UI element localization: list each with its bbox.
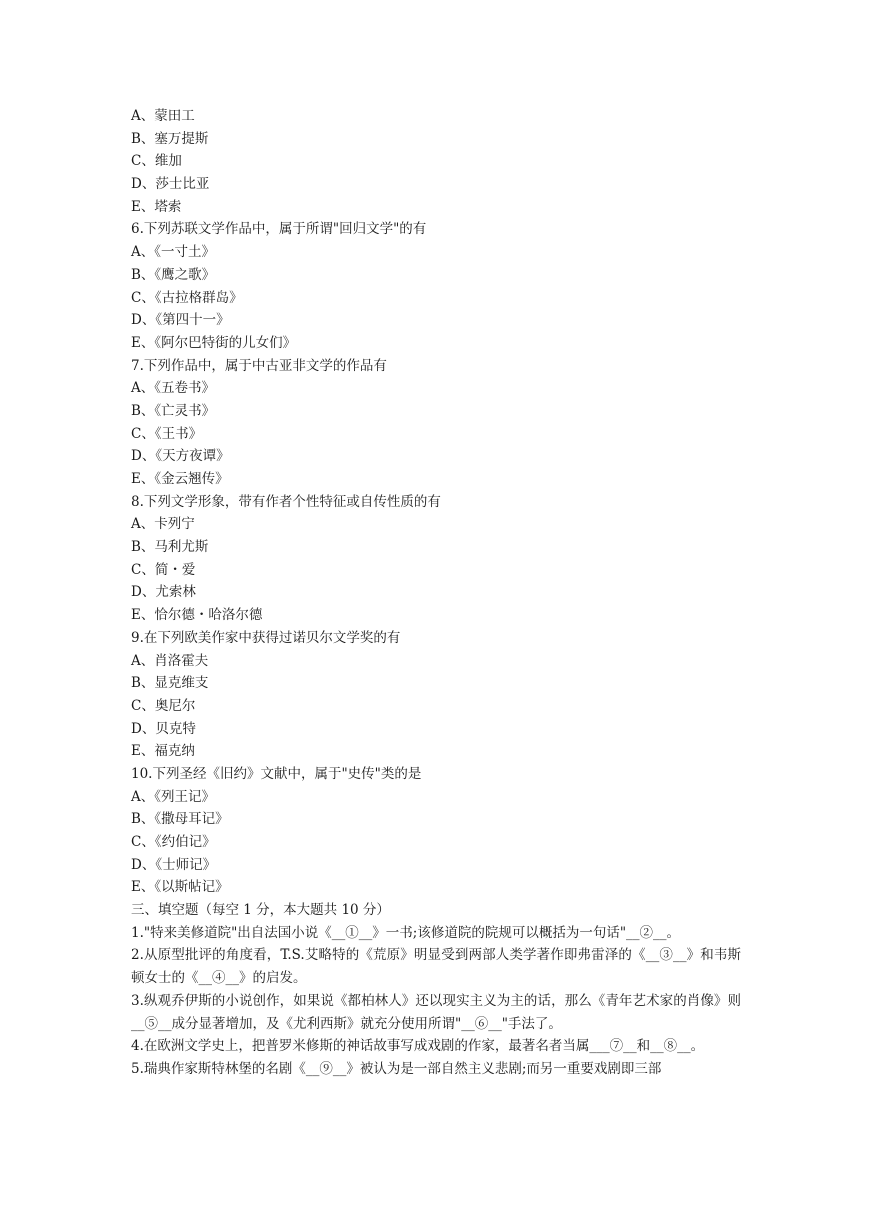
fill-item-4: 4.在欧洲文学史上，把普罗米修斯的神话故事写成戏剧的作家，最著名者当属___⑦__和__⑧__。 xyxy=(131,1038,705,1055)
q6-stem: 6.下列苏联文学作品中，属于所谓"回归文学"的有 xyxy=(131,221,427,238)
q5-option-c: C、维加 xyxy=(131,153,182,170)
question-5-options xyxy=(131,105,741,218)
q10-option-c: C、《约伯记》 xyxy=(131,834,216,850)
q9-option-b: B、显克维支 xyxy=(131,675,209,692)
q7-option-d: D、《天方夜谭》 xyxy=(131,448,230,465)
q6-option-b: B、《鹰之歌》 xyxy=(131,266,216,283)
q8-option-a: A、卡列宁 xyxy=(131,516,195,533)
q9-option-d: D、贝克特 xyxy=(131,720,196,737)
section-heading: 三、填空题（每空 1 分，本大题共 10 分） xyxy=(131,902,390,919)
q7-option-b: B、《亡灵书》 xyxy=(131,402,216,419)
q6-option-a: A、《一寸土》 xyxy=(131,244,215,261)
q7-stem: 7.下列作品中，属于中古亚非文学的作品有 xyxy=(131,357,387,374)
q9-option-e: E、福克纳 xyxy=(131,743,195,760)
fill-item-3: 3.纵观乔伊斯的小说创作，如果说《都柏林人》还以现实主义为主的话，那么《青年艺术家的肖像》则__⑤__成分显著增加，及《尤利西斯》就充分使用所谓"__⑥__"手法了。 xyxy=(131,992,741,1032)
q5-option-a: A、蒙田工 xyxy=(131,108,195,124)
fill-item-2: 2.从原型批评的角度看，T.S.艾略特的《荒原》明显受到两部人类学著作即弗雷泽的《__③__》和韦斯顿女士的《__④__》的启发。 xyxy=(131,947,741,987)
question-7 xyxy=(131,355,741,491)
q8-option-e: E、恰尔德・哈洛尔德 xyxy=(131,607,263,624)
q6-option-d: D、《第四十一》 xyxy=(131,312,230,329)
question-10 xyxy=(131,763,741,899)
question-9 xyxy=(131,627,741,763)
section-fill-in-blank xyxy=(131,899,741,1081)
question-8 xyxy=(131,491,741,627)
q10-option-e: E、《以斯帖记》 xyxy=(131,879,229,896)
q8-stem: 8.下列文学形象，带有作者个性特征或自传性质的有 xyxy=(131,493,441,510)
exam-page xyxy=(131,105,741,1081)
q7-option-a: A、《五卷书》 xyxy=(131,380,215,397)
q9-stem: 9.在下列欧美作家中获得过诺贝尔文学奖的有 xyxy=(131,629,401,646)
q10-option-b: B、《撒母耳记》 xyxy=(131,811,229,828)
q10-stem: 10.下列圣经《旧约》文献中，属于"史传"类的是 xyxy=(131,765,422,782)
question-6 xyxy=(131,218,741,354)
q8-option-c: C、简・爱 xyxy=(131,561,196,578)
q8-option-b: B、马利尤斯 xyxy=(131,539,209,556)
q5-option-e: E、塔索 xyxy=(131,198,182,215)
q5-option-b: B、塞万提斯 xyxy=(131,130,209,147)
q6-option-c: C、《古拉格群岛》 xyxy=(131,289,243,306)
q10-option-d: D、《士师记》 xyxy=(131,856,217,873)
fill-item-1: 1."特来美修道院"出自法国小说《__①__》一书;该修道院的院规可以概括为一句话"__②__。 xyxy=(131,924,681,941)
q10-option-a: A、《列王记》 xyxy=(131,788,215,805)
q6-option-e: E、《阿尔巴特街的儿女们》 xyxy=(131,334,297,351)
q7-option-c: C、《王书》 xyxy=(131,425,203,442)
q9-option-a: A、肖洛霍夫 xyxy=(131,652,209,669)
q7-option-e: E、《金云翘传》 xyxy=(131,471,229,487)
q8-option-d: D、尤索林 xyxy=(131,584,196,601)
fill-item-5: 5.瑞典作家斯特林堡的名剧《__⑨__》被认为是一部自然主义悲剧;而另一重要戏剧即三部 xyxy=(131,1060,662,1077)
q9-option-c: C、奥尼尔 xyxy=(131,697,196,714)
q5-option-d: D、莎士比亚 xyxy=(131,176,210,193)
